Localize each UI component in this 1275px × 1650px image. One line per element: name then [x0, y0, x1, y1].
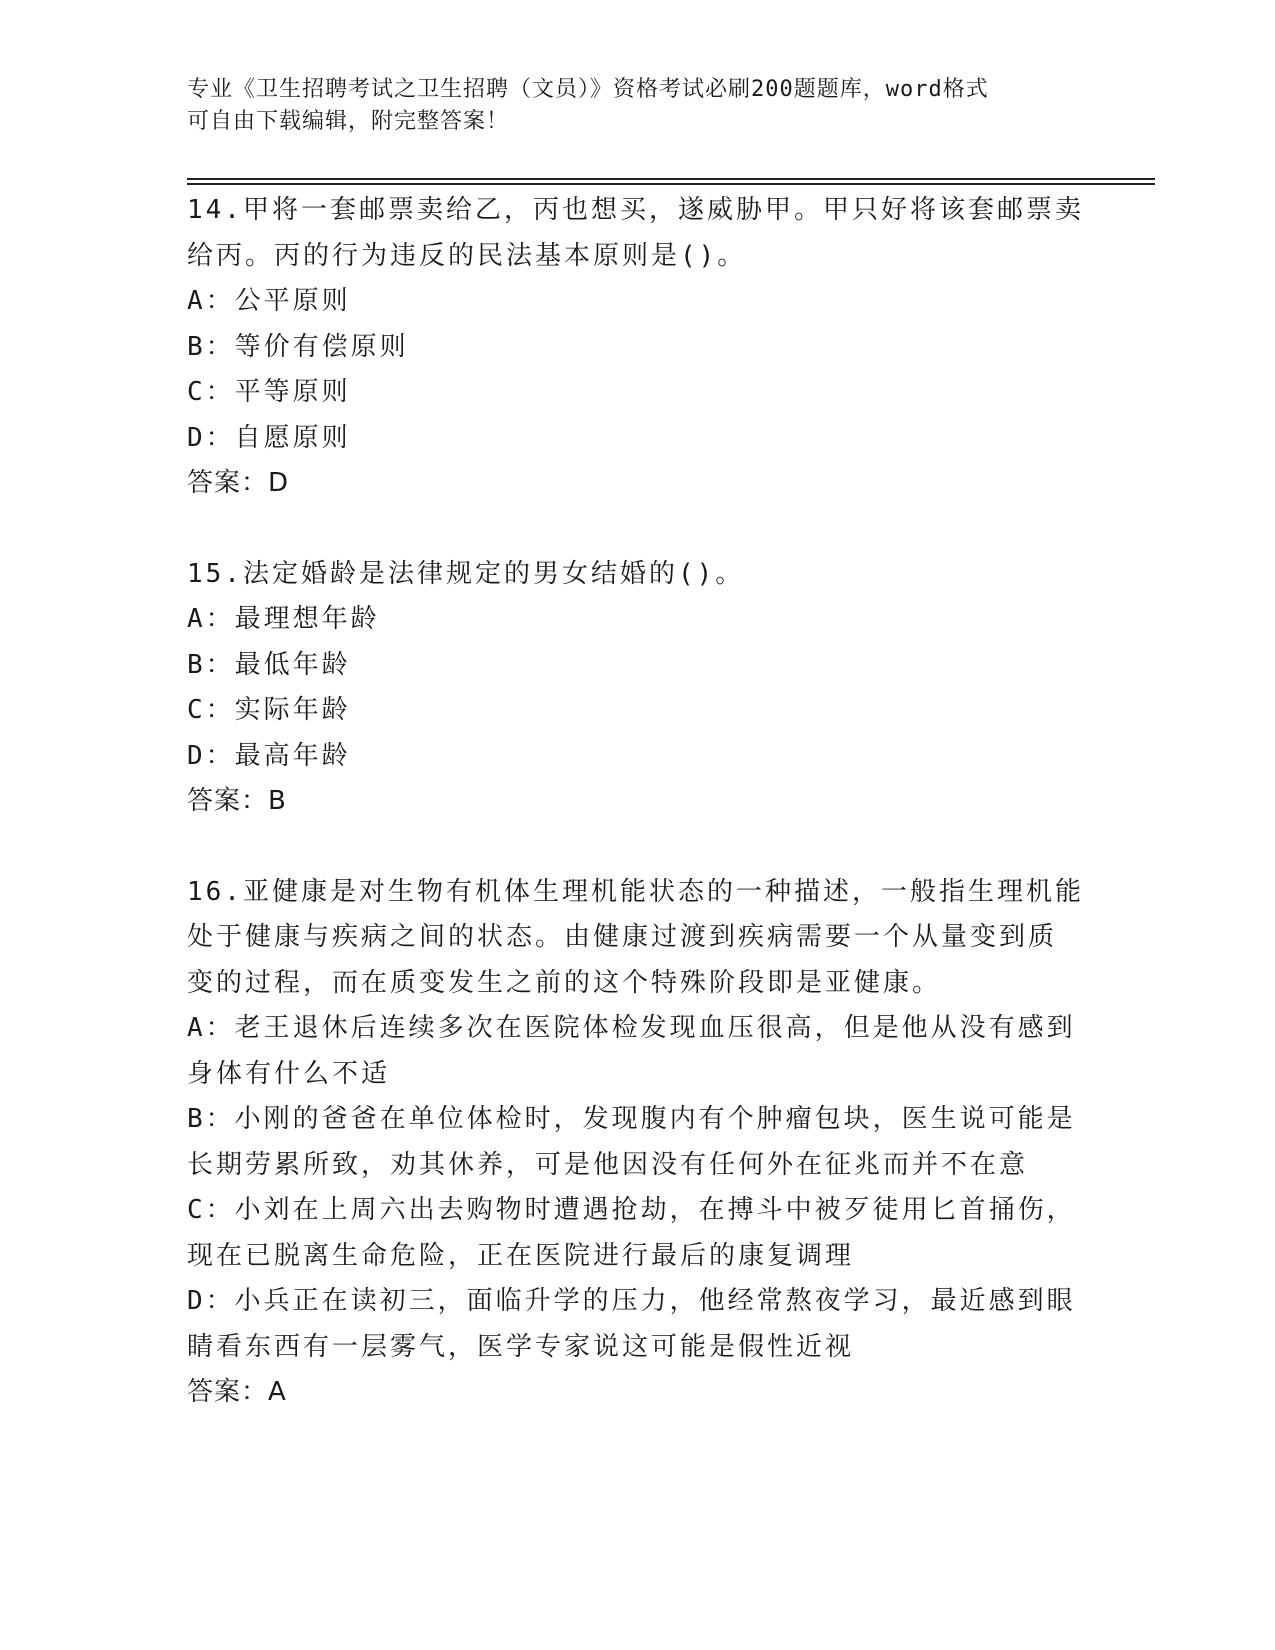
question-spacer: [187, 507, 1087, 552]
option-c-continued: 现在已脱离生命危险，正在医院进行最后的康复调理: [187, 1240, 855, 1271]
header-line-2: 可自由下载编辑，附完整答案！: [187, 109, 510, 134]
option-a: A：最理想年龄: [187, 604, 380, 634]
question-14: [187, 188, 1087, 507]
question-16: [187, 870, 1087, 1416]
question-text-line: 15.法定婚龄是法律规定的男女结婚的()。: [187, 558, 745, 589]
option-d: D：最高年龄: [187, 740, 351, 771]
option-b: B：小刚的爸爸在单位体检时，发现腹内有个肿瘤包块，医生说可能是: [187, 1104, 1076, 1134]
answer-line: 答案：B: [187, 786, 287, 816]
option-d: D：自愿原则: [187, 422, 351, 453]
option-a: A：公平原则: [187, 286, 351, 316]
option-a-continued: 身体有什么不适: [187, 1058, 391, 1089]
header-line-1: 专业《卫生招聘考试之卫生招聘（文员）》资格考试必刷200题题库，word格式: [187, 77, 989, 102]
question-text-line: 给丙。丙的行为违反的民法基本原则是()。: [187, 240, 747, 271]
option-a: A：老王退休后连续多次在医院体检发现血压很高，但是他从没有感到: [187, 1013, 1076, 1043]
option-c: C：平等原则: [187, 377, 351, 407]
option-d-continued: 睛看东西有一层雾气，医学专家说这可能是假性近视: [187, 1331, 855, 1362]
option-c: C：小刘在上周六出去购物时遭遇抢劫，在搏斗中被歹徒用匕首捅伤，: [187, 1195, 1076, 1225]
answer-line: 答案：D: [187, 468, 290, 498]
question-text-line: 变的过程，而在质变发生之前的这个特殊阶段即是亚健康。: [187, 967, 942, 998]
option-b: B：最低年龄: [187, 649, 351, 680]
option-b-continued: 长期劳累所致，劝其休养，可是他因没有任何外在征兆而并不在意: [187, 1149, 1029, 1180]
question-text-line: 处于健康与疾病之间的状态。由健康过渡到疾病需要一个从量变到质: [187, 922, 1058, 952]
header-divider-bottom: [187, 183, 1155, 185]
document-header: [187, 74, 1087, 138]
question-text-line: 14.甲将一套邮票卖给乙，丙也想买，遂威胁甲。甲只好将该套邮票卖: [187, 195, 1084, 225]
answer-line: 答案：A: [187, 1377, 287, 1407]
question-spacer: [187, 825, 1087, 870]
question-15: [187, 552, 1087, 825]
option-b: B：等价有偿原则: [187, 331, 409, 362]
question-list: [187, 188, 1087, 1416]
header-divider-top: [187, 178, 1155, 180]
option-c: C：实际年龄: [187, 695, 351, 725]
option-d: D：小兵正在读初三，面临升学的压力，他经常熬夜学习，最近感到眼: [187, 1286, 1076, 1316]
question-text-line: 16.亚健康是对生物有机体生理机能状态的一种描述，一般指生理机能: [187, 876, 1084, 907]
